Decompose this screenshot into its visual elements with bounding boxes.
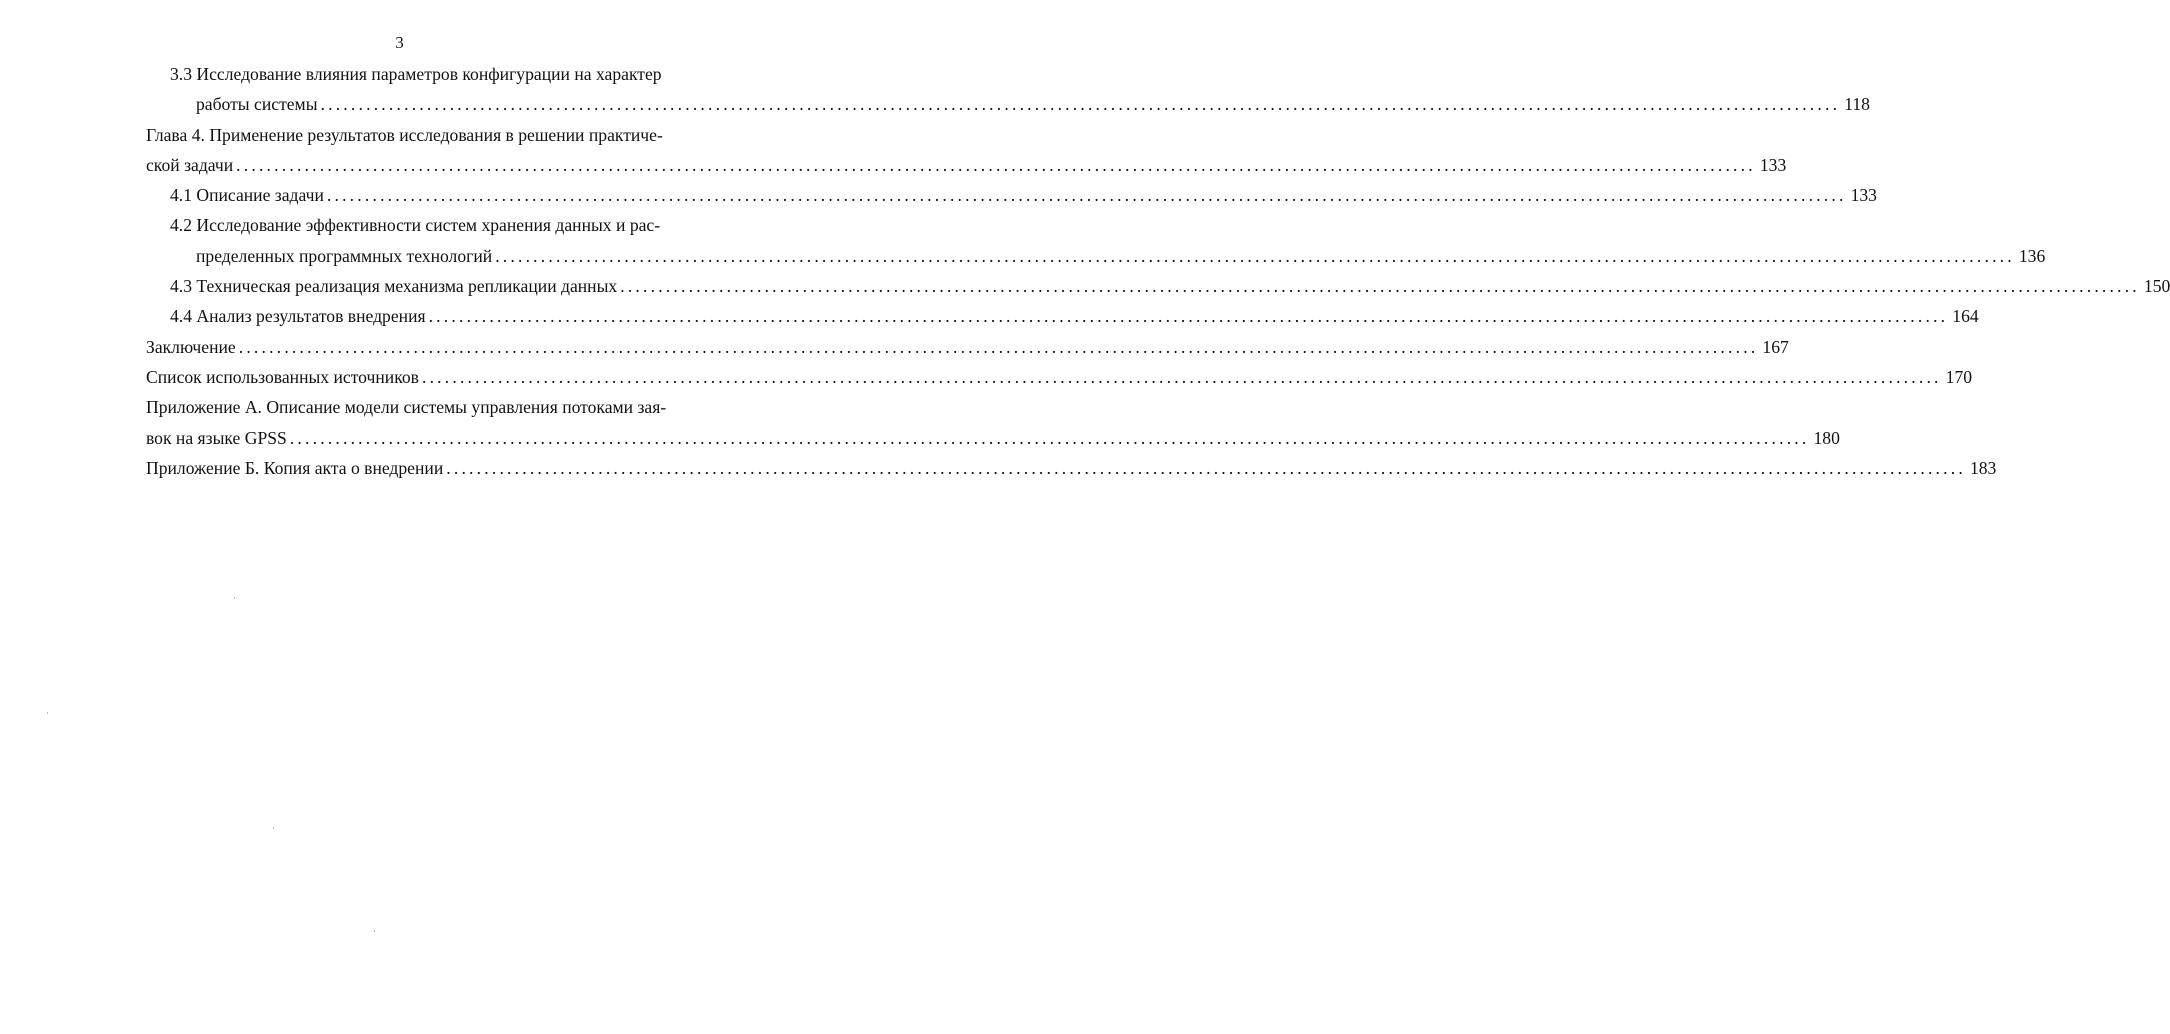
dot-leader: ........................................................................................................................................................................................................ — [428, 306, 1949, 327]
dot-leader: ........................................................................................................................................................................................................ — [236, 154, 1756, 175]
toc-entry-leader-line — [196, 241, 2046, 271]
toc-entry-line: 4.3 Техническая реализация механизма репликации данных — [170, 276, 618, 297]
toc-entry-leader-line — [170, 180, 1877, 210]
dot-leader: ........................................................................................................................................................................................................ — [421, 366, 1942, 387]
scan-speck — [234, 597, 235, 599]
toc-entry-leader-line — [146, 423, 1840, 453]
toc-entry-line: 3.3 Исследование влияния параметров конфигурации на характер — [170, 64, 662, 84]
toc-entry-line: Приложение А. Описание модели системы управления потоками зая- — [146, 397, 667, 418]
toc-entry-chapter-4[interactable] — [0, 120, 1787, 181]
toc-page-number: 180 — [1813, 427, 1840, 448]
toc-entry-line: вок на языке GPSS — [146, 427, 287, 448]
toc-entry-4-3[interactable] — [0, 271, 2170, 301]
scan-speck — [374, 930, 375, 932]
toc-entry-line: ской задачи — [146, 154, 234, 175]
toc-entry-line: Приложение Б. Копия акта о внедрении — [146, 457, 444, 478]
toc-page-number: 118 — [1844, 94, 1870, 115]
toc-entry-3-3[interactable] — [0, 59, 1870, 120]
dot-leader: ........................................................................................................................................................................................................ — [289, 427, 1810, 448]
toc-page-number: 150 — [2143, 276, 2170, 297]
toc-entry-4-2[interactable] — [0, 210, 2046, 271]
dot-leader: ........................................................................................................................................................................................................ — [495, 245, 2015, 266]
toc-entry-appendix-a[interactable] — [0, 392, 1840, 453]
toc-entry-appendix-b[interactable] — [0, 453, 1997, 483]
toc-entry-leader-line — [146, 453, 1997, 483]
toc-entry-line: Заключение — [146, 336, 236, 357]
toc-entry-line: Список использованных источников — [146, 366, 419, 387]
toc-page-number: 183 — [1969, 457, 1997, 478]
dot-leader: ........................................................................................................................................................................................................ — [326, 185, 1847, 206]
toc-page-number: 133 — [1759, 154, 1787, 175]
toc-entry-leader-line — [146, 150, 1787, 180]
toc-entry-line: 4.2 Исследование эффективности систем хранения данных и рас- — [170, 215, 661, 236]
toc-entry-4-1[interactable] — [0, 180, 1877, 210]
toc-page-number: 133 — [1850, 185, 1877, 206]
dot-leader: ........................................................................................................................................................................................................ — [238, 336, 1759, 357]
toc-entry-leader-line — [170, 301, 1979, 331]
dot-leader: ........................................................................................................................................................................................................ — [446, 457, 1966, 478]
toc-page-number: 170 — [1945, 366, 1973, 387]
toc-entry-line: Глава 4. Применение результатов исследования в решении практиче- — [146, 124, 663, 145]
toc-entry-4-4[interactable] — [0, 301, 1979, 331]
dot-leader: ........................................................................................................................................................................................................ — [620, 276, 2140, 297]
toc-page-number: 164 — [1952, 306, 1979, 327]
table-of-contents — [0, 59, 2170, 483]
toc-page-number: 136 — [2018, 245, 2046, 266]
dot-leader: ........................................................................................................................................................................................................ — [320, 94, 1841, 115]
toc-entry-line: 4.1 Описание задачи — [170, 185, 324, 206]
toc-entry-leader-line — [146, 362, 1973, 392]
toc-entry-references[interactable] — [0, 362, 1973, 392]
scan-speck — [273, 827, 274, 829]
toc-entry-leader-line — [196, 89, 1870, 119]
toc-entry-line: пределенных программных технологий — [196, 245, 493, 266]
toc-page-number: 167 — [1762, 336, 1789, 357]
toc-entry-leader-line — [146, 332, 1789, 362]
toc-entry-leader-line — [170, 271, 2170, 301]
toc-entry-conclusion[interactable] — [0, 332, 1789, 362]
toc-entry-line: работы системы — [196, 94, 318, 115]
scan-speck — [47, 712, 48, 714]
toc-entry-line: 4.4 Анализ результатов внедрения — [170, 306, 426, 327]
page-number: 3 — [395, 33, 404, 52]
